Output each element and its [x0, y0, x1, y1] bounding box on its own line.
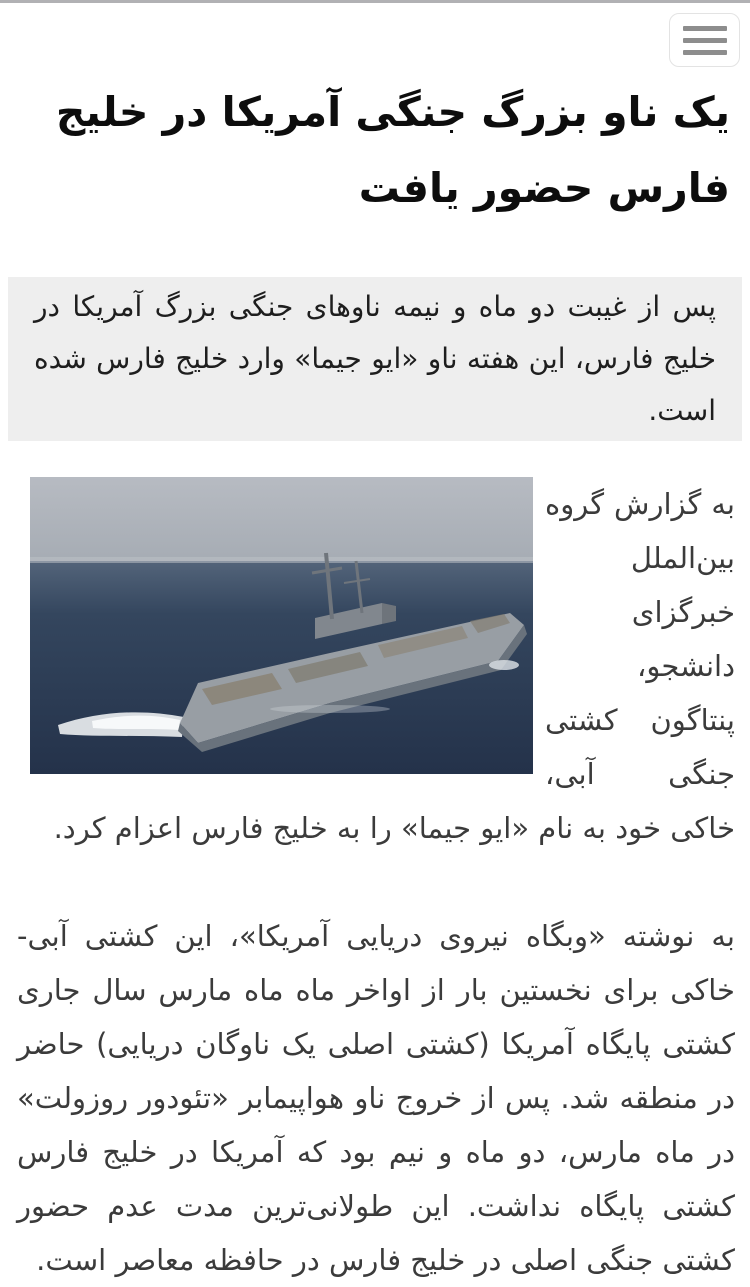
hamburger-bar: [683, 50, 727, 55]
warship-photo-graphic: [30, 477, 533, 774]
article-paragraph: [17, 909, 735, 1287]
article-lead: پس از غیبت دو ماه و نیمه ناوهای جنگی بزرگ آمریکا در خلیج فارس، این هفته ناو «ایو جیما» وارد خلیج فارس شده است.: [8, 277, 742, 441]
article-paragraph: [17, 477, 735, 855]
page-title: یک ناو بزرگ جنگی آمریکا در خلیج فارس حضور یافت: [55, 88, 730, 212]
warship-photo: [30, 477, 533, 774]
paragraph-text: به گزارش گروه بین‌الملل خبرگزای دانشجو، پنتاگون کشتی جنگی آبی، خاکی خود به نام «ایو جیما» را به خلیج فارس اعزام کرد.: [53, 487, 735, 845]
article-body: [17, 477, 735, 1287]
hamburger-bar: [683, 26, 727, 31]
menu-button[interactable]: [669, 13, 740, 67]
top-border-bar: [0, 0, 750, 3]
hamburger-bar: [683, 38, 727, 43]
hamburger-icon: [683, 26, 727, 55]
paragraph-text: به نوشته «وبگاه نیروی دریایی آمریکا»، این کشتی آبی-خاکی برای نخستین بار از اواخر ماه ماه مارس سال جاری کشتی پایگاه آمریکا (کشتی اصلی یک ناوگان دریایی) حاضر در منطقه شد. پس از خروج ناو هواپیمابر «تئودور روزولت» در ماه مارس، دو ماه و نیم بود که آمریکا در خلیج فارس کشتی پایگاه نداشت. این طولانی‌ترین مدت عدم حضور کشتی جنگی اصلی در خلیج فارس در حافظه معاصر است.: [17, 919, 735, 1277]
